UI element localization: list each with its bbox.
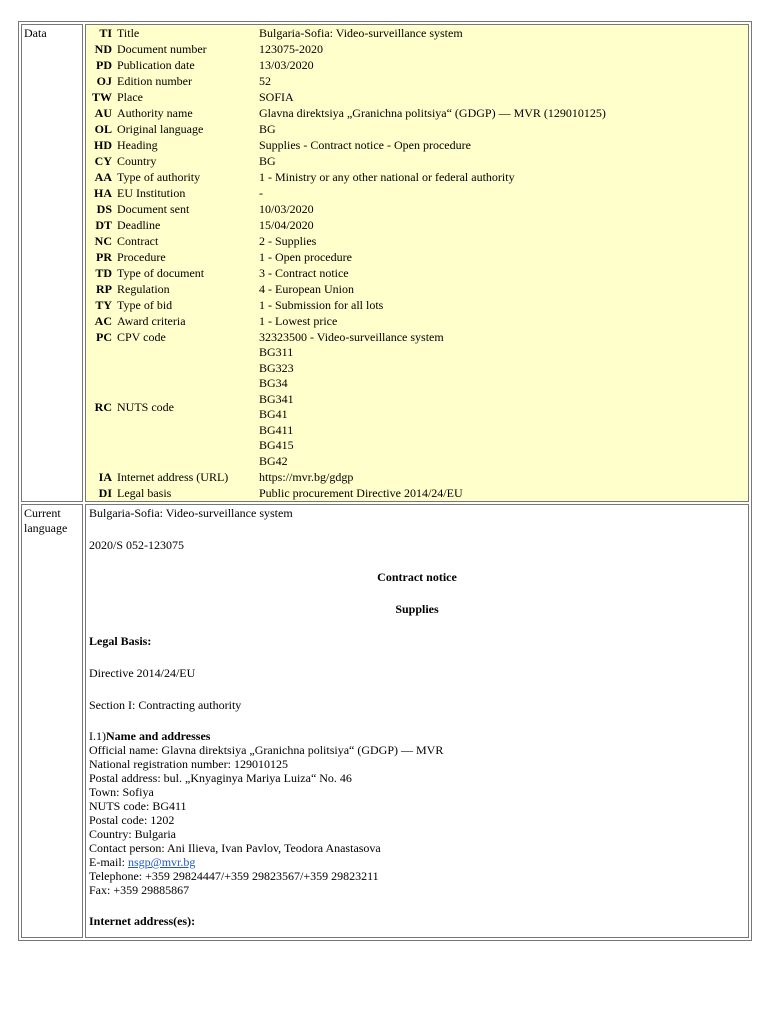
- field-row-ty: [86, 297, 748, 313]
- field-name: CPV code: [117, 330, 166, 344]
- field-value: BG: [259, 154, 276, 168]
- field-row-td: [86, 265, 748, 281]
- field-value: SOFIA: [259, 90, 294, 104]
- field-row-di: [86, 485, 748, 501]
- field-code: AA: [94, 170, 112, 184]
- field-value: Glavna direktsiya „Granichna politsiya“ (GDGP) — MVR (129010125): [259, 106, 606, 120]
- field-value: Public procurement Directive 2014/24/EU: [259, 486, 463, 500]
- field-code: PD: [96, 58, 112, 72]
- field-name: Award criteria: [117, 314, 186, 328]
- nuts-values: [257, 345, 748, 469]
- field-value: 1 - Lowest price: [259, 314, 338, 328]
- field-value: -: [259, 186, 263, 200]
- field-code: RC: [94, 400, 112, 414]
- telephone: Telephone: +359 29824447/+359 29823567/+359 29823211: [89, 869, 379, 883]
- field-row-au: [86, 105, 748, 121]
- legal-basis-label: Legal Basis:: [89, 634, 152, 648]
- field-name: Procedure: [117, 250, 166, 264]
- field-name: Contract: [117, 234, 159, 248]
- field-row-rp: [86, 281, 748, 297]
- fax: Fax: +359 29885867: [89, 883, 190, 897]
- email-line: [89, 855, 745, 869]
- document-table: [18, 21, 752, 941]
- field-name: Country: [117, 154, 157, 168]
- field-code: CY: [94, 154, 112, 168]
- field-name: NUTS code: [117, 400, 174, 414]
- nuts-value: BG311: [259, 345, 294, 359]
- field-code: HA: [94, 186, 112, 200]
- field-value: https://mvr.bg/gdgp: [259, 470, 354, 484]
- field-row-rc: [86, 345, 748, 469]
- field-code: RP: [96, 282, 112, 296]
- field-code: DT: [95, 218, 112, 232]
- data-section-label: Data: [21, 24, 83, 502]
- notice-reference: 2020/S 052-123075: [89, 538, 185, 552]
- field-name: Heading: [117, 138, 158, 152]
- field-value: 13/03/2020: [259, 58, 314, 72]
- field-value: 123075-2020: [259, 42, 323, 56]
- field-code: OL: [94, 122, 112, 136]
- field-row-pc: [86, 329, 748, 345]
- field-name: Document sent: [117, 202, 190, 216]
- field-name: Authority name: [117, 106, 193, 120]
- field-value: 1 - Ministry or any other national or federal authority: [259, 170, 515, 184]
- email-link[interactable]: nsgp@mvr.bg: [128, 855, 196, 869]
- notice-heading: Contract notice: [377, 570, 457, 584]
- field-code: TD: [95, 266, 112, 280]
- metadata-table: [86, 25, 748, 501]
- field-name: Legal basis: [117, 486, 172, 500]
- country: Country: Bulgaria: [89, 827, 176, 841]
- field-name: Original language: [117, 122, 204, 136]
- registration-number: National registration number: 129010125: [89, 757, 288, 771]
- field-name: Internet address (URL): [117, 470, 229, 484]
- field-name: Type of document: [117, 266, 205, 280]
- field-code: PR: [96, 250, 112, 264]
- field-row-oj: [86, 73, 748, 89]
- field-value: Supplies - Contract notice - Open procedure: [259, 138, 471, 152]
- field-code: PC: [96, 330, 112, 344]
- nuts-value: BG415: [259, 438, 294, 452]
- field-name: Title: [117, 26, 140, 40]
- field-code: IA: [98, 470, 112, 484]
- field-row-pd: [86, 57, 748, 73]
- field-row-nc: [86, 233, 748, 249]
- field-value: 1 - Submission for all lots: [259, 298, 384, 312]
- field-code: AU: [94, 106, 112, 120]
- section-title: Name and addresses: [106, 729, 211, 743]
- field-row-hd: [86, 137, 748, 153]
- field-code: AC: [94, 314, 112, 328]
- nuts-value: BG42: [259, 453, 288, 468]
- field-code: NC: [94, 234, 112, 248]
- nuts-value: BG41: [259, 407, 288, 421]
- section-one-title: Section I: Contracting authority: [89, 698, 242, 712]
- notice-content: [85, 504, 749, 938]
- field-code: TI: [99, 26, 112, 40]
- nuts-value: BG34: [259, 376, 288, 390]
- field-row-aa: [86, 169, 748, 185]
- field-row-dt: [86, 217, 748, 233]
- field-code: DI: [98, 486, 112, 500]
- notice-subheading: Supplies: [395, 602, 439, 616]
- field-name: Place: [117, 90, 143, 104]
- official-name: Official name: Glavna direktsiya „Granichna politsiya“ (GDGP) — MVR: [89, 743, 444, 757]
- field-row-tw: [86, 89, 748, 105]
- field-row-ha: [86, 185, 748, 201]
- field-row-ol: [86, 121, 748, 137]
- contact-person: Contact person: Ani Ilieva, Ivan Pavlov, Teodora Anastasova: [89, 841, 381, 855]
- field-name: EU Institution: [117, 186, 186, 200]
- current-language-label: Current language: [21, 504, 83, 938]
- email-label: E-mail:: [89, 855, 128, 869]
- name-addresses-heading: [89, 729, 745, 743]
- contact-details: [89, 729, 745, 897]
- field-value: 10/03/2020: [259, 202, 314, 216]
- field-row-ds: [86, 201, 748, 217]
- field-code: ND: [94, 42, 112, 56]
- field-value: 1 - Open procedure: [259, 250, 352, 264]
- nuts-value: BG341: [259, 391, 294, 406]
- field-name: Document number: [117, 42, 207, 56]
- field-code: TY: [95, 298, 112, 312]
- field-name: Regulation: [117, 282, 170, 296]
- field-code: HD: [94, 138, 112, 152]
- postal-code: Postal code: 1202: [89, 813, 175, 827]
- directive-text: Directive 2014/24/EU: [89, 666, 196, 680]
- field-row-nd: [86, 41, 748, 57]
- nuts-value: BG411: [259, 422, 294, 437]
- field-name: Publication date: [117, 58, 195, 72]
- field-value: 3 - Contract notice: [259, 266, 349, 280]
- field-value: 32323500 - Video-surveillance system: [259, 330, 444, 344]
- field-value: 4 - European Union: [259, 282, 354, 296]
- field-code: TW: [91, 90, 112, 104]
- field-row-ia: [86, 469, 748, 485]
- nuts-value: BG323: [259, 360, 294, 375]
- field-value: 15/04/2020: [259, 218, 314, 232]
- field-row-pr: [86, 249, 748, 265]
- field-code: OJ: [96, 74, 112, 88]
- field-value: 52: [259, 74, 271, 88]
- field-value: 2 - Supplies: [259, 234, 317, 248]
- field-value: BG: [259, 122, 276, 136]
- field-code: DS: [96, 202, 112, 216]
- nuts-code: NUTS code: BG411: [89, 799, 187, 813]
- data-section: [85, 24, 749, 502]
- field-name: Type of bid: [117, 298, 173, 312]
- field-name: Type of authority: [117, 170, 201, 184]
- field-name: Edition number: [117, 74, 192, 88]
- section-number: I.1): [89, 729, 106, 743]
- notice-title: Bulgaria-Sofia: Video-surveillance system: [89, 506, 293, 520]
- field-name: Deadline: [117, 218, 161, 232]
- field-row-ac: [86, 313, 748, 329]
- postal-address: Postal address: bul. „Knyaginya Mariya Luiza“ No. 46: [89, 771, 352, 785]
- field-row-ti: [86, 25, 748, 41]
- field-row-cy: [86, 153, 748, 169]
- town: Town: Sofiya: [89, 785, 154, 799]
- internet-addresses-label: Internet address(es):: [89, 914, 196, 928]
- field-value: Bulgaria-Sofia: Video-surveillance system: [259, 26, 463, 40]
